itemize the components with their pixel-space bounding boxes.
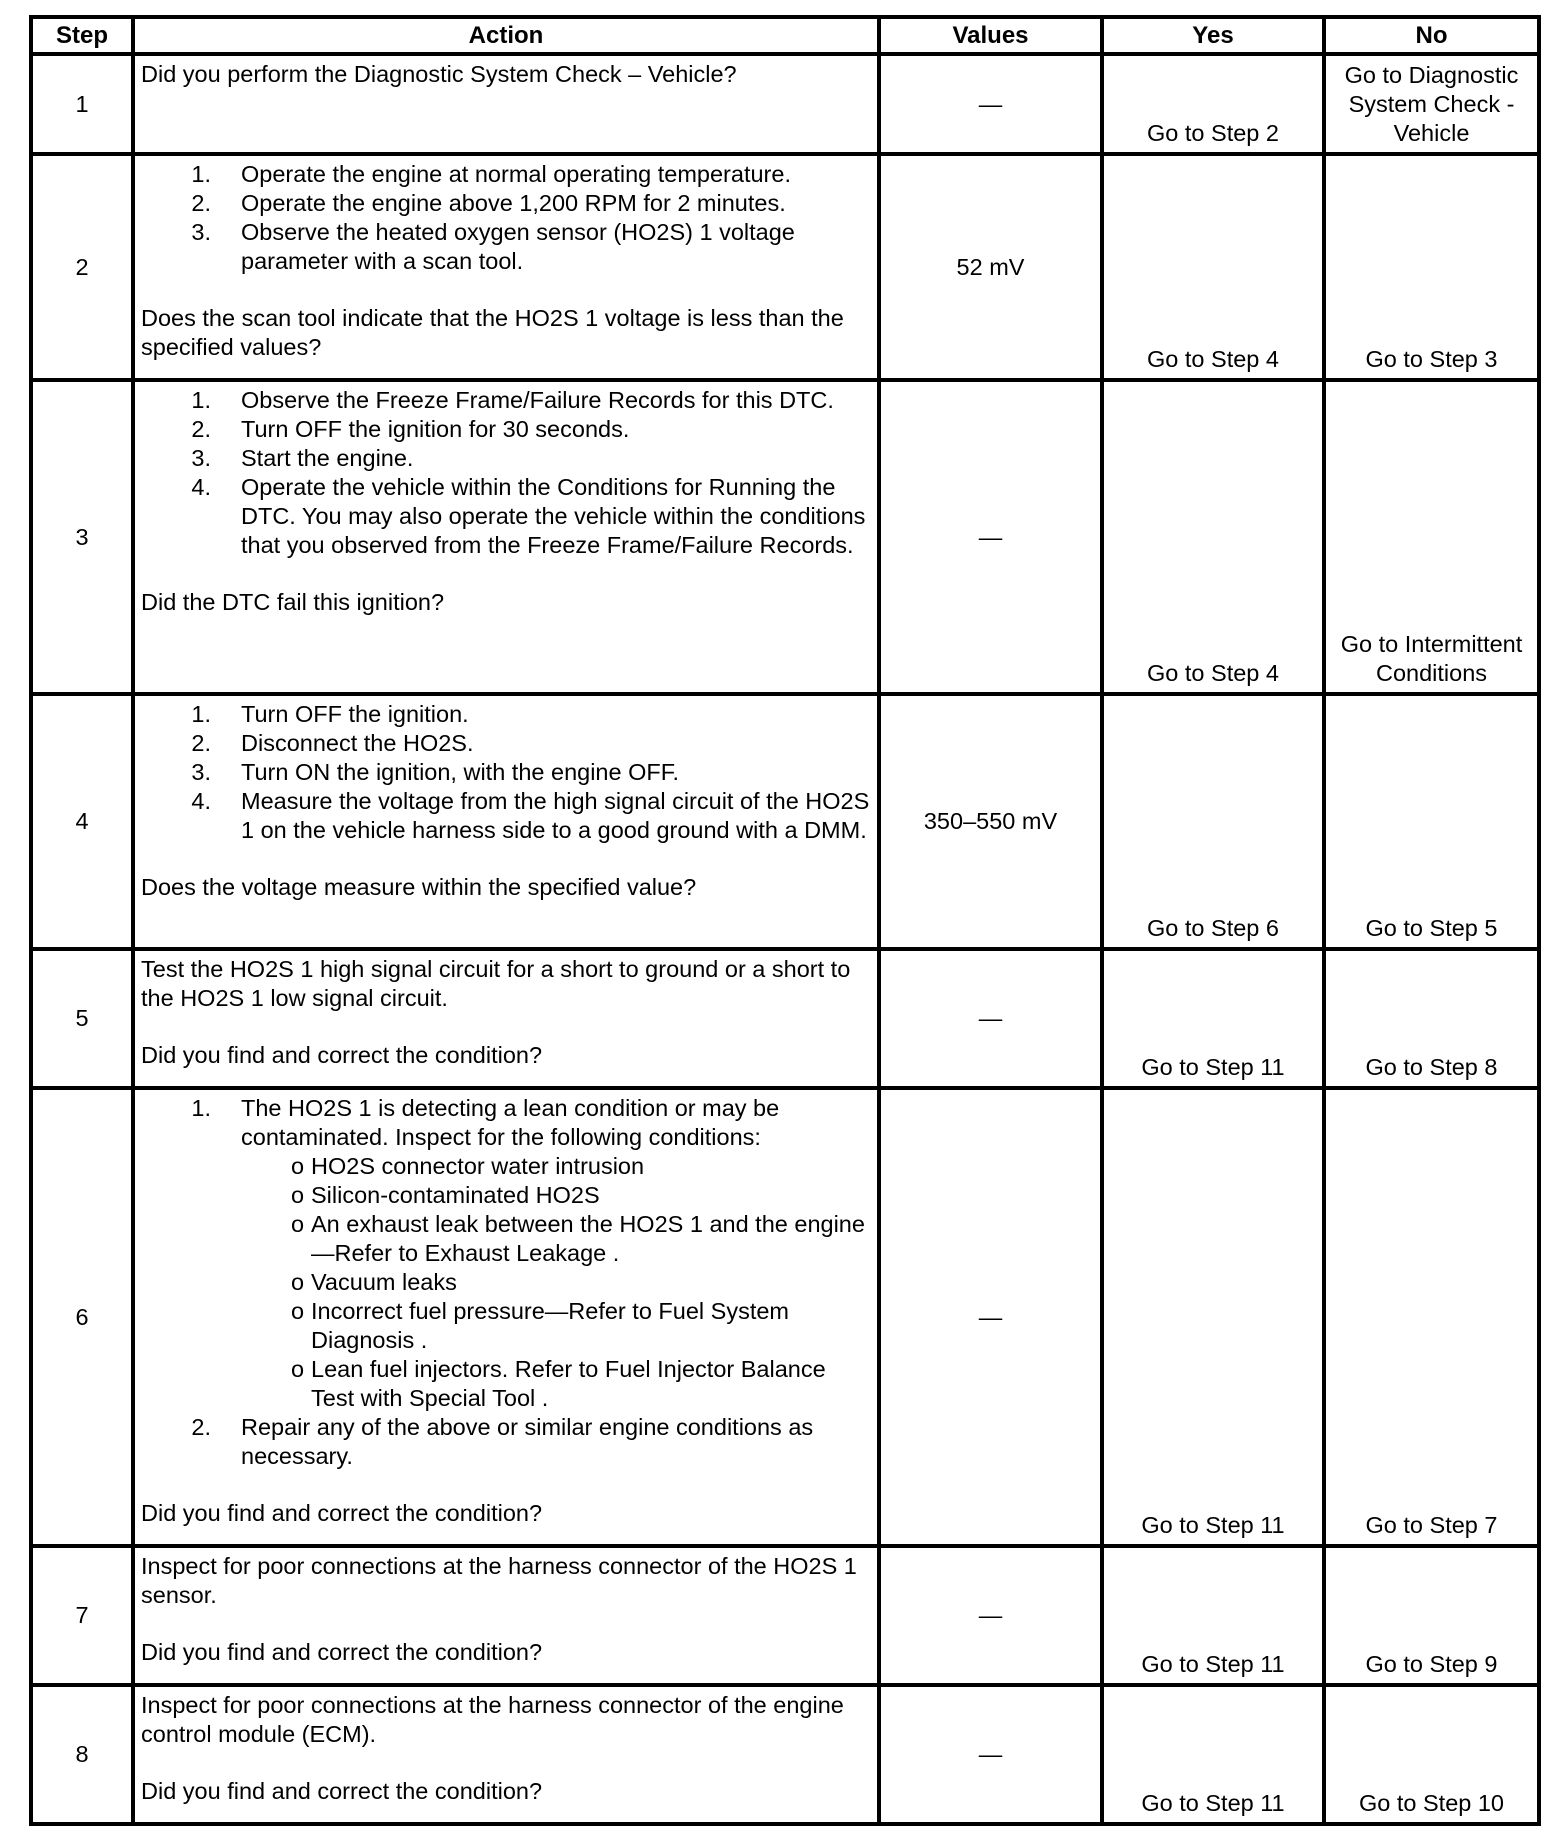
step-number: 6 — [31, 1088, 133, 1546]
no-cell: Go to Step 7 — [1324, 1088, 1539, 1546]
action-cell — [133, 154, 879, 380]
value-cell: — — [879, 54, 1102, 154]
action-cell — [133, 380, 879, 694]
value-cell: 350–550 mV — [879, 694, 1102, 949]
action-text: Inspect for poor connections at the harness connector of the HO2S 1 sensor. — [141, 1553, 857, 1608]
table-row — [31, 1546, 1539, 1685]
action-cell — [133, 1685, 879, 1824]
step-number: 5 — [31, 949, 133, 1088]
list-item: 1. Turn OFF the ignition. — [191, 701, 469, 727]
bullet-item: o Silicon-contaminated HO2S — [291, 1182, 600, 1208]
value-cell: 52 mV — [879, 154, 1102, 380]
list-item: 3. Start the engine. — [191, 445, 414, 471]
action-cell — [133, 949, 879, 1088]
list-item: 4. Operate the vehicle within the Conditions for Running the DTC. You may also operate the vehicle within the conditions that you observed from the Freeze Frame/Failure Records. — [191, 474, 866, 558]
yes-cell: Go to Step 11 — [1102, 949, 1324, 1088]
diagnostic-document — [29, 15, 1537, 1826]
action-question: Did you find and correct the condition? — [141, 1778, 543, 1804]
yes-cell: Go to Step 11 — [1102, 1685, 1324, 1824]
no-cell: Go to Step 3 — [1324, 154, 1539, 380]
list-item: 4. Measure the voltage from the high signal circuit of the HO2S 1 on the vehicle harness side to a good ground with a DMM. — [191, 788, 870, 843]
bullet-item: o Incorrect fuel pressure—Refer to Fuel System Diagnosis . — [291, 1298, 790, 1353]
action-list — [141, 160, 871, 276]
value-cell: — — [879, 1685, 1102, 1824]
step-number: 1 — [31, 54, 133, 154]
action-question: Does the scan tool indicate that the HO2S 1 voltage is less than the specified values? — [141, 305, 844, 360]
step-number: 3 — [31, 380, 133, 694]
table-row — [31, 694, 1539, 949]
step-number: 7 — [31, 1546, 133, 1685]
no-cell: Go to Intermittent Conditions — [1324, 380, 1539, 694]
step-number: 2 — [31, 154, 133, 380]
list-item: 2. Repair any of the above or similar engine conditions as necessary. — [191, 1414, 814, 1469]
list-item: 2. Operate the engine above 1,200 RPM for 2 minutes. — [191, 190, 786, 216]
list-item: 1. Operate the engine at normal operating temperature. — [191, 161, 791, 187]
action-cell — [133, 1546, 879, 1685]
table-row — [31, 154, 1539, 380]
list-item: 3. Turn ON the ignition, with the engine OFF. — [191, 759, 680, 785]
list-item: 2. Disconnect the HO2S. — [191, 730, 474, 756]
action-list — [141, 386, 871, 560]
diagnostic-table — [29, 15, 1541, 1826]
no-cell: Go to Diagnostic System Check - Vehicle — [1324, 54, 1539, 154]
yes-cell: Go to Step 2 — [1102, 54, 1324, 154]
action-text: Did you perform the Diagnostic System Check – Vehicle? — [141, 61, 737, 87]
yes-cell: Go to Step 11 — [1102, 1088, 1324, 1546]
list-item: 3. Observe the heated oxygen sensor (HO2S) 1 voltage parameter with a scan tool. — [191, 219, 795, 274]
table-row — [31, 1685, 1539, 1824]
action-cell — [133, 54, 879, 154]
action-question: Does the voltage measure within the specified value? — [141, 874, 697, 900]
no-cell: Go to Step 8 — [1324, 949, 1539, 1088]
value-cell: — — [879, 380, 1102, 694]
value-cell: — — [879, 1088, 1102, 1546]
table-row — [31, 380, 1539, 694]
header-yes: Yes — [1102, 17, 1324, 54]
table-row — [31, 1088, 1539, 1546]
list-item: 2. Turn OFF the ignition for 30 seconds. — [191, 416, 630, 442]
action-cell — [133, 694, 879, 949]
action-list — [141, 1094, 871, 1471]
action-question: Did you find and correct the condition? — [141, 1500, 543, 1526]
list-item: 1. Observe the Freeze Frame/Failure Records for this DTC. — [191, 387, 834, 413]
yes-cell: Go to Step 4 — [1102, 380, 1324, 694]
step-number: 8 — [31, 1685, 133, 1824]
action-cell — [133, 1088, 879, 1546]
bullet-item: o Vacuum leaks — [291, 1269, 457, 1295]
yes-cell: Go to Step 6 — [1102, 694, 1324, 949]
table-header-row — [31, 17, 1539, 54]
yes-cell: Go to Step 4 — [1102, 154, 1324, 380]
no-cell: Go to Step 5 — [1324, 694, 1539, 949]
header-no: No — [1324, 17, 1539, 54]
bullet-item: o An exhaust leak between the HO2S 1 and the engine—Refer to Exhaust Leakage . — [291, 1211, 865, 1266]
table-row — [31, 54, 1539, 154]
list-item: 1. The HO2S 1 is detecting a lean condition or may be contaminated. Inspect for the following conditions: o HO2S connector water intrusion o Silicon-contaminated HO2S o An exhaust leak between the HO2S 1 and the engine—Refer to Exhaust Leakage . o Vacuum leaks o Incorrect fuel pressure—Refer to Fuel System Diagnosis . o Lean fuel injectors. Refer to Fuel Injector Balance Test with Special Tool . — [141, 1094, 871, 1413]
action-text: Inspect for poor connections at the harness connector of the engine control module (ECM). — [141, 1692, 844, 1747]
action-text: Test the HO2S 1 high signal circuit for a short to ground or a short to the HO2S 1 low signal circuit. — [141, 956, 851, 1011]
action-list — [141, 700, 871, 845]
bullet-item: o HO2S connector water intrusion — [291, 1153, 645, 1179]
no-cell: Go to Step 9 — [1324, 1546, 1539, 1685]
yes-cell: Go to Step 11 — [1102, 1546, 1324, 1685]
table-row — [31, 949, 1539, 1088]
no-cell: Go to Step 10 — [1324, 1685, 1539, 1824]
header-action: Action — [133, 17, 879, 54]
step-number: 4 — [31, 694, 133, 949]
value-cell: — — [879, 1546, 1102, 1685]
header-step: Step — [31, 17, 133, 54]
value-cell: — — [879, 949, 1102, 1088]
action-question: Did the DTC fail this ignition? — [141, 589, 445, 615]
action-question: Did you find and correct the condition? — [141, 1639, 543, 1665]
condition-list — [241, 1152, 871, 1413]
bullet-item: o Lean fuel injectors. Refer to Fuel Injector Balance Test with Special Tool . — [291, 1356, 826, 1411]
list-item-text: The HO2S 1 is detecting a lean condition or may be contaminated. Inspect for the following conditions: — [241, 1095, 780, 1150]
header-values: Values — [879, 17, 1102, 54]
action-question: Did you find and correct the condition? — [141, 1042, 543, 1068]
